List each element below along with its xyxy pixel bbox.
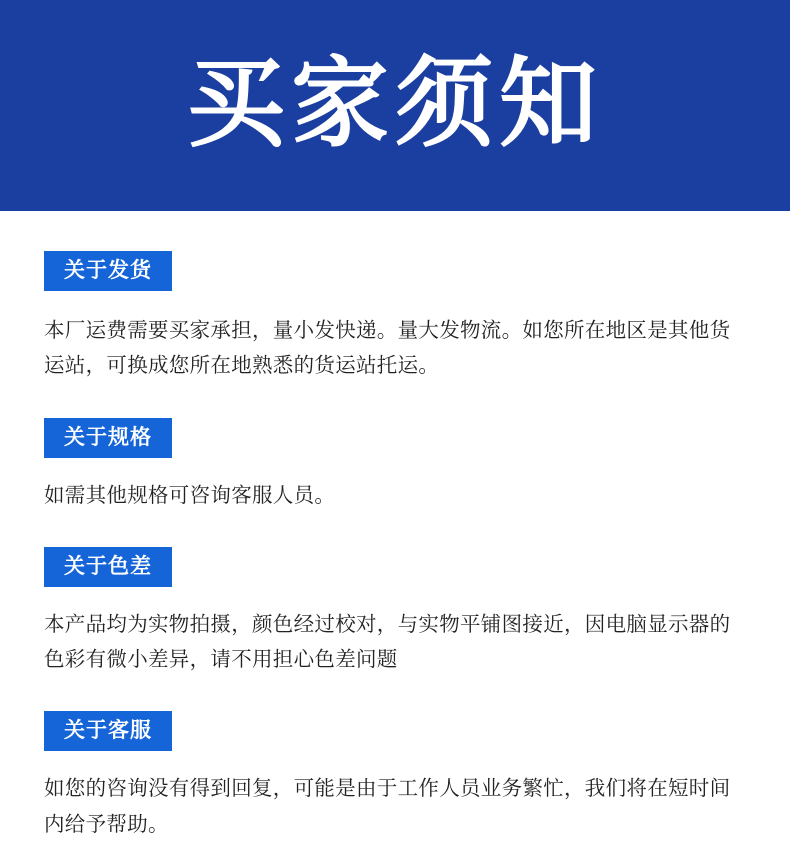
page-banner [0,0,790,211]
section-tag-color-difference: 关于色差 [44,547,172,587]
section-text-specification: 如需其他规格可咨询客服人员。 [44,482,336,507]
notice-content [0,211,790,842]
section-specification [44,418,746,513]
section-shipping [44,251,746,384]
section-text-color-difference: 本产品均为实物拍摄，颜色经过校对，与实物平铺图接近，因电脑显示器的色彩有微小差异，请不用担心色差问题 [44,611,731,671]
section-tag-shipping: 关于发货 [44,251,172,291]
section-text-shipping: 本厂运费需要买家承担，量小发快递。量大发物流。如您所在地区是其他货运站，可换成您所在地熟悉的货运站托运。 [44,318,731,378]
section-text-customer-service: 如您的咨询没有得到回复，可能是由于工作人员业务繁忙，我们将在短时间内给予帮助。 [44,776,731,836]
page-title: 买家须知 [186,46,603,161]
section-tag-customer-service: 关于客服 [44,711,172,751]
section-tag-specification: 关于规格 [44,418,172,458]
section-customer-service [44,711,746,842]
section-color-difference [44,547,746,678]
